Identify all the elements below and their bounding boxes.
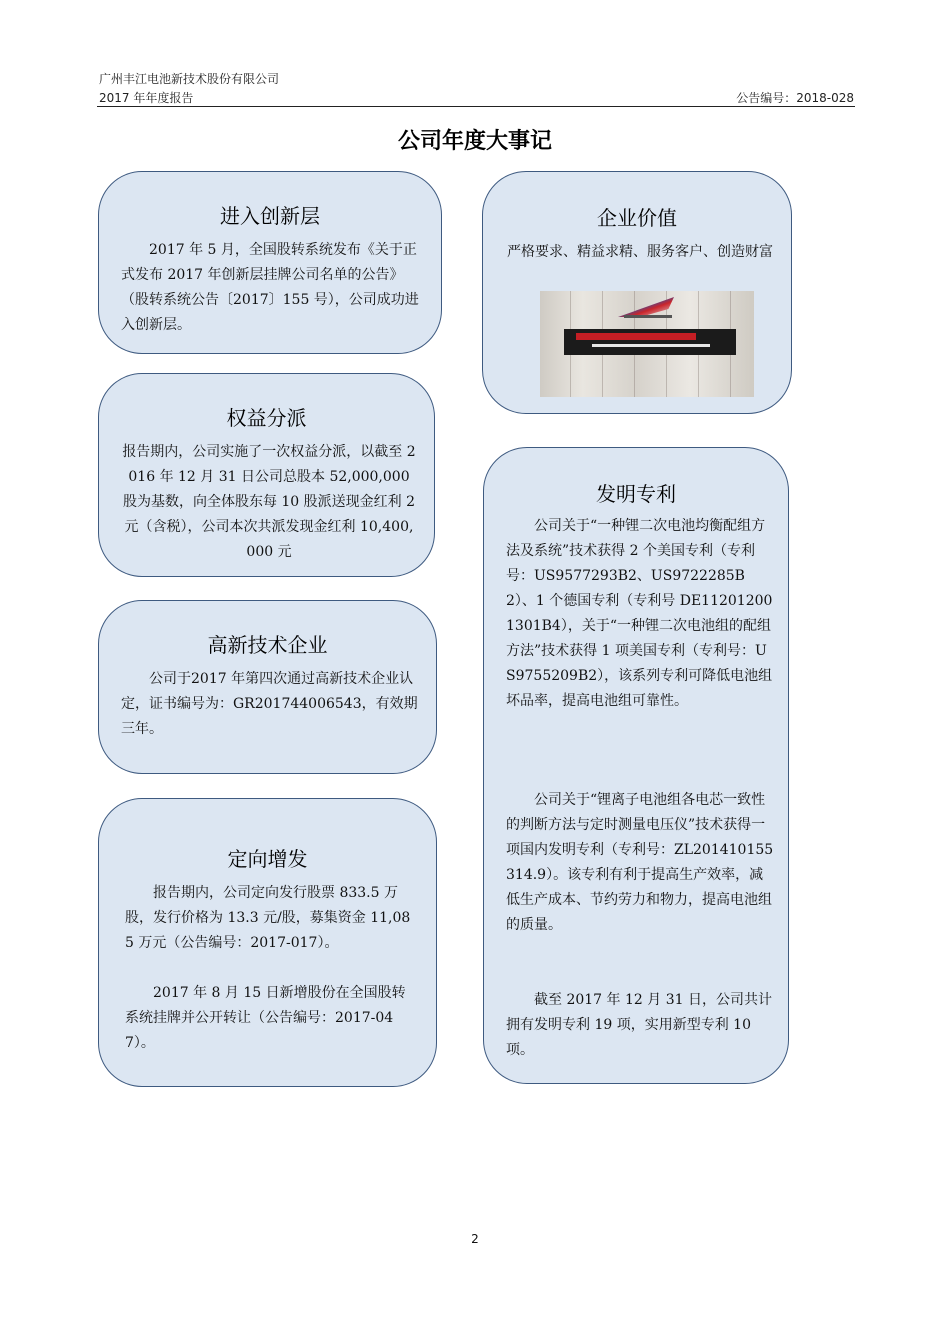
card-dividend	[98, 373, 435, 577]
card-title: 高新技术企业	[207, 633, 328, 657]
card-body-1: 报告期内，公司定向发行股票 833.5 万股，发行价格为 13.3 元/股，募集资金 11,085 万元（公告编号：2017-017）。	[125, 885, 411, 951]
card-title: 权益分派	[226, 406, 307, 430]
card-body: 严格要求、精益求精、服务客户、创造财富	[507, 244, 773, 260]
card-body: 报告期内，公司实施了一次权益分派，以截至 2016 年 12 月 31 日公司总股本 52,000,000 股为基数，向全体股东每 10 股派送现金红利 2 元（含税），公司本次共派发现金红利 10,400,000 元	[122, 444, 416, 560]
office-wall-photo	[540, 291, 754, 397]
values-banner	[564, 329, 736, 355]
card-title: 发明专利	[596, 482, 676, 506]
card-body-1: 公司关于“一种锂二次电池均衡配组方法及系统”技术获得 2 个美国专利（专利号：US9577293B2、US9722285B2）、1 个德国专利（专利号 DE112012001301B4），关于“一种锂二次电池组的配组方法”技术获得 1 项美国专利（专利号：US9755209B2），该系列专利可降低电池组坏品率，提高电池组可靠性。	[506, 518, 773, 709]
card-title: 定向增发	[227, 847, 308, 871]
header-notice-number: 公告编号：2018-028	[736, 91, 854, 105]
card-body: 公司于2017 年第四次通过高新技术企业认定，证书编号为：GR201744006543，有效期三年。	[121, 671, 418, 737]
header-company: 广州丰江电池新技术股份有限公司	[99, 72, 280, 86]
header-report: 2017 年年度报告	[99, 91, 194, 105]
card-body-3: 截至 2017 年 12 月 31 日，公司共计拥有发明专利 19 项，实用新型专利 10 项。	[506, 992, 772, 1058]
card-body-2: 2017 年 8 月 15 日新增股份在全国股转系统挂牌并公开转让（公告编号：2017-047）。	[125, 985, 406, 1051]
card-body: 2017 年 5 月，全国股转系统发布《关于正式发布 2017 年创新层挂牌公司名单的公告》（股转系统公告〔2017〕155 号），公司成功进入创新层。	[121, 242, 419, 333]
card-high-tech-enterprise	[98, 600, 437, 774]
page-title: 公司年度大事记	[397, 129, 552, 154]
card-innovation-tier	[98, 171, 442, 354]
header-divider	[97, 106, 855, 107]
card-invention-patents	[483, 447, 789, 1084]
page-number: 2	[471, 1232, 479, 1246]
card-private-placement	[98, 798, 437, 1087]
card-title: 企业价值	[597, 206, 677, 230]
card-body-2: 公司关于“锂离子电池组各电芯一致性的判断方法与定时测量电压仪”技术获得一项国内发明专利（专利号：ZL201410155314.9）。该专利有利于提高生产效率，减低生产成本、节约劳力和物力，提高电池组的质量。	[506, 792, 774, 933]
card-title: 进入创新层	[220, 204, 320, 228]
